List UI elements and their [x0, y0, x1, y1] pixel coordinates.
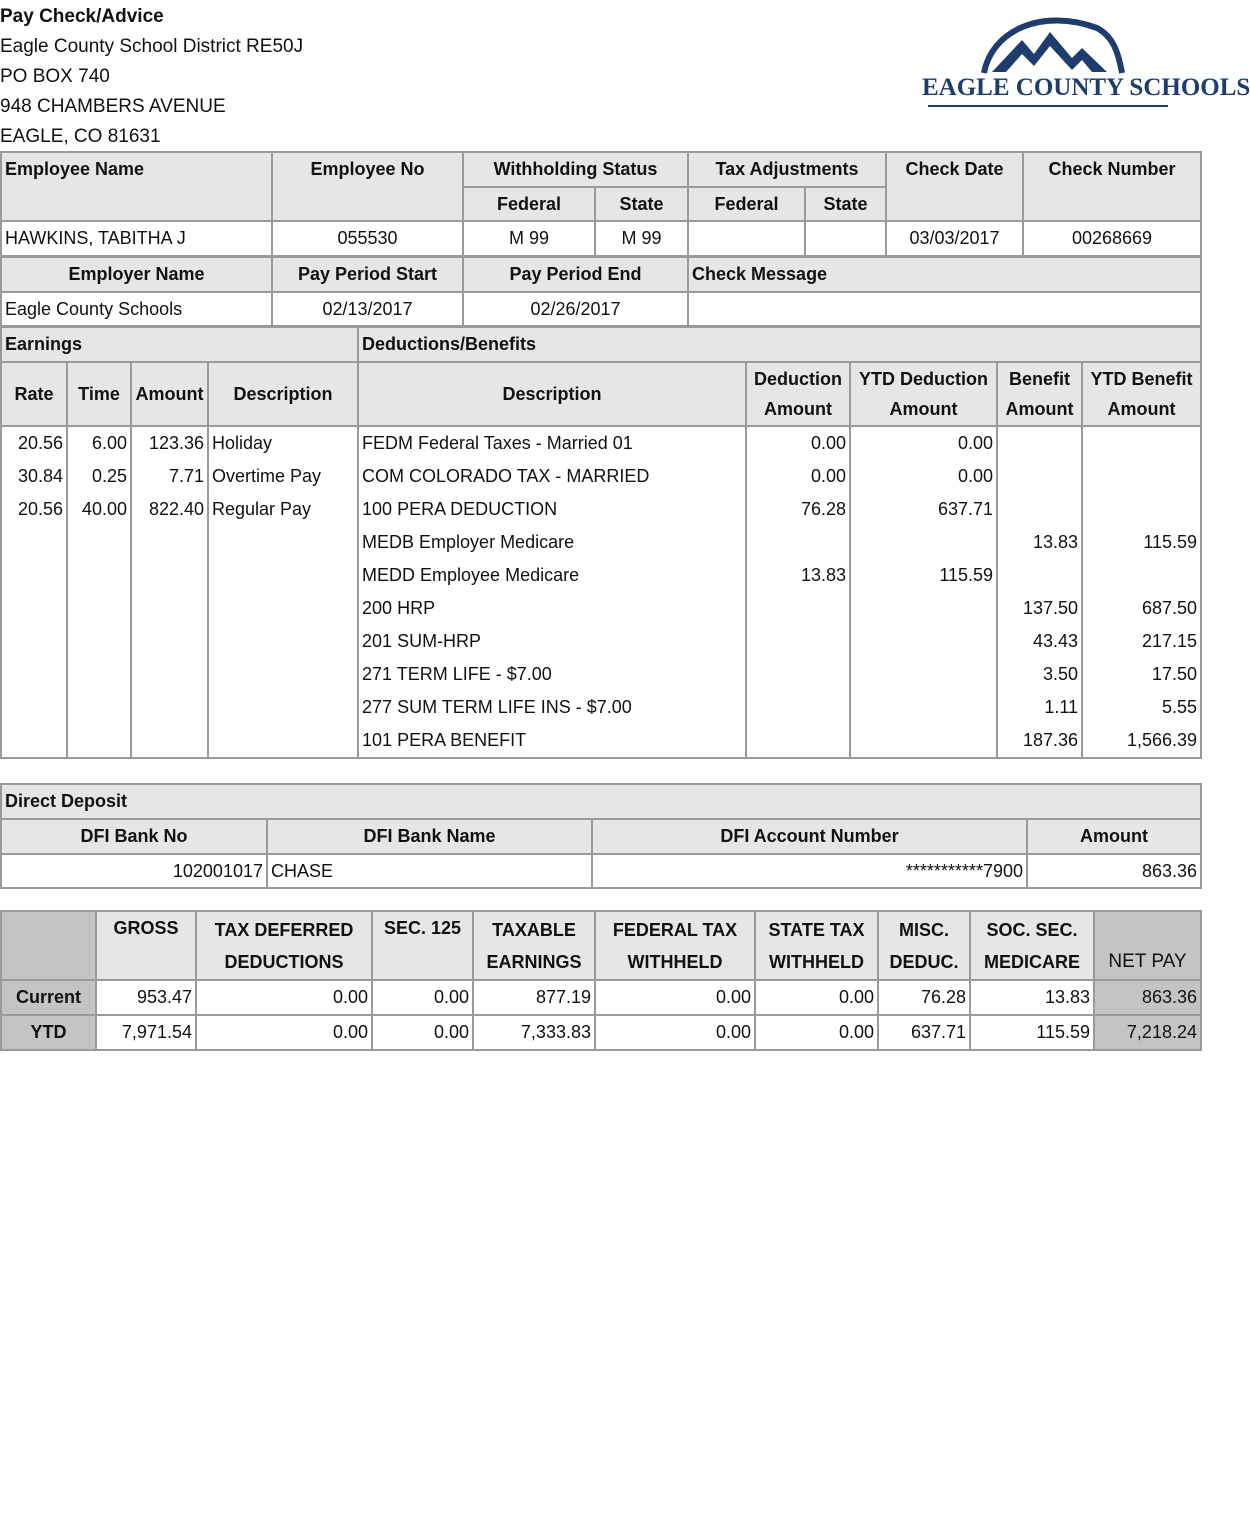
pay-summary-table: [0, 910, 1202, 1051]
check-date-header: Check Date: [886, 152, 1023, 221]
deduction-description-cell: MEDB Employer Medicare: [358, 526, 746, 559]
ytd-state-tax: 0.00: [755, 1015, 878, 1050]
earnings-rate-cell: 30.84: [1, 460, 67, 493]
deduction-benefit-cell: [997, 460, 1082, 493]
earnings-description-cell: [208, 559, 358, 592]
deduction-ytd-deduction-cell: [850, 625, 997, 658]
current-state-tax: 0.00: [755, 980, 878, 1015]
table-row: [1, 724, 1201, 758]
earnings-description-cell: [208, 724, 358, 758]
deposit-amount-header: Amount: [1027, 819, 1201, 854]
deduction-description-cell: 100 PERA DEDUCTION: [358, 493, 746, 526]
misc-deduc-header: MISC. DEDUC.: [878, 911, 970, 980]
adjustment-state-header: State: [805, 187, 886, 221]
ytd-tax-deferred: 0.00: [196, 1015, 372, 1050]
check-date-value: 03/03/2017: [886, 221, 1023, 256]
dfi-account-number-header: DFI Account Number: [592, 819, 1027, 854]
earnings-time-cell: [67, 724, 131, 758]
earnings-time-cell: 40.00: [67, 493, 131, 526]
withholding-state-value: M 99: [595, 221, 688, 256]
earnings-rate-cell: [1, 592, 67, 625]
table-row: [1, 493, 1201, 526]
po-box: PO BOX 740: [0, 66, 110, 87]
earnings-time-cell: [67, 691, 131, 724]
ytd-soc-sec: 115.59: [970, 1015, 1094, 1050]
current-tax-deferred: 0.00: [196, 980, 372, 1015]
earnings-rate-cell: [1, 526, 67, 559]
deduction-benefit-cell: 137.50: [997, 592, 1082, 625]
earnings-rate-cell: [1, 691, 67, 724]
check-message-value: [688, 292, 1201, 326]
ytd-sec125: 0.00: [372, 1015, 473, 1050]
earnings-amount-cell: 123.36: [131, 426, 208, 460]
tax-deferred-header: TAX DEFERRED DEDUCTIONS: [196, 911, 372, 980]
table-row: [1, 592, 1201, 625]
eagle-county-schools-logo: [922, 10, 1250, 110]
deduction-ytd-benefit-cell: 1,566.39: [1082, 724, 1201, 758]
earnings-amount-cell: [131, 559, 208, 592]
pay-period-start-header: Pay Period Start: [272, 257, 463, 292]
deduction-benefit-cell: [997, 426, 1082, 460]
earnings-deductions-section: [0, 326, 1200, 759]
gross-header: GROSS: [96, 911, 196, 980]
adjustment-state-value: [805, 221, 886, 256]
withholding-state-header: State: [595, 187, 688, 221]
deduction-description-cell: COM COLORADO TAX - MARRIED: [358, 460, 746, 493]
ytd-deduction-amount-header: YTD Deduction Amount: [850, 362, 997, 426]
pay-period-start-value: 02/13/2017: [272, 292, 463, 326]
earnings-rate-cell: 20.56: [1, 493, 67, 526]
deduction-ytd-benefit-cell: [1082, 493, 1201, 526]
earnings-description-cell: Holiday: [208, 426, 358, 460]
earnings-time-cell: 6.00: [67, 426, 131, 460]
deduction-ytd-deduction-cell: [850, 658, 997, 691]
mountain-icon: [922, 10, 1172, 80]
pay-summary-section: [0, 910, 1200, 1051]
sec125-header: SEC. 125: [372, 911, 473, 980]
employee-name-value: HAWKINS, TABITHA J: [1, 221, 272, 256]
check-number-value: 00268669: [1023, 221, 1201, 256]
earnings-time-cell: [67, 625, 131, 658]
deduction-description-cell: MEDD Employee Medicare: [358, 559, 746, 592]
deduction-description-cell: 277 SUM TERM LIFE INS - $7.00: [358, 691, 746, 724]
withholding-status-header: Withholding Status: [463, 152, 688, 187]
earnings-rate-cell: 20.56: [1, 426, 67, 460]
direct-deposit-table: [0, 783, 1202, 889]
tax-adjustments-header: Tax Adjustments: [688, 152, 886, 187]
earnings-time-cell: [67, 559, 131, 592]
taxable-earnings-header: TAXABLE EARNINGS: [473, 911, 595, 980]
federal-tax-header: FEDERAL TAX WITHHELD: [595, 911, 755, 980]
summary-corner: [1, 911, 96, 980]
earnings-time-cell: [67, 592, 131, 625]
earnings-amount-cell: [131, 658, 208, 691]
withholding-federal-header: Federal: [463, 187, 595, 221]
earnings-description-header: Description: [208, 362, 358, 426]
deduction-ytd-benefit-cell: 687.50: [1082, 592, 1201, 625]
earnings-amount-cell: 7.71: [131, 460, 208, 493]
deduction-description-cell: 201 SUM-HRP: [358, 625, 746, 658]
current-label: Current: [1, 980, 96, 1015]
earnings-description-cell: [208, 625, 358, 658]
deduction-deduction-cell: [746, 592, 850, 625]
earnings-description-cell: [208, 592, 358, 625]
deduction-benefit-cell: 3.50: [997, 658, 1082, 691]
earnings-amount-cell: 822.40: [131, 493, 208, 526]
deposit-amount-value: 863.36: [1027, 854, 1201, 888]
current-net-pay: 863.36: [1094, 980, 1201, 1015]
table-row: [1, 559, 1201, 592]
ytd-taxable: 7,333.83: [473, 1015, 595, 1050]
deduction-ytd-deduction-cell: 637.71: [850, 493, 997, 526]
company-address: [0, 2, 303, 152]
current-sec125: 0.00: [372, 980, 473, 1015]
deduction-ytd-benefit-cell: [1082, 460, 1201, 493]
deduction-deduction-cell: 13.83: [746, 559, 850, 592]
current-federal-tax: 0.00: [595, 980, 755, 1015]
deduction-ytd-deduction-cell: 0.00: [850, 426, 997, 460]
deduction-benefit-cell: 13.83: [997, 526, 1082, 559]
time-header: Time: [67, 362, 131, 426]
deduction-benefit-cell: 43.43: [997, 625, 1082, 658]
deduction-ytd-benefit-cell: [1082, 426, 1201, 460]
dfi-bank-name-header: DFI Bank Name: [267, 819, 592, 854]
summary-current-row: [1, 980, 1201, 1015]
deduction-deduction-cell: 0.00: [746, 460, 850, 493]
ytd-net-pay: 7,218.24: [1094, 1015, 1201, 1050]
earnings-rate-cell: [1, 559, 67, 592]
dfi-bank-no-header: DFI Bank No: [1, 819, 267, 854]
direct-deposit-section: [0, 783, 1200, 889]
earnings-amount-cell: [131, 691, 208, 724]
deduction-deduction-cell: 0.00: [746, 426, 850, 460]
ytd-label: YTD: [1, 1015, 96, 1050]
earnings-amount-cell: [131, 625, 208, 658]
benefit-amount-header: Benefit Amount: [997, 362, 1082, 426]
table-row: [1, 625, 1201, 658]
deduction-ytd-benefit-cell: 217.15: [1082, 625, 1201, 658]
earnings-rate-cell: [1, 625, 67, 658]
withholding-federal-value: M 99: [463, 221, 595, 256]
deductions-title: Deductions/Benefits: [358, 327, 1201, 362]
deduction-deduction-cell: [746, 526, 850, 559]
earnings-amount-cell: [131, 592, 208, 625]
earnings-time-cell: [67, 526, 131, 559]
pay-period-end-value: 02/26/2017: [463, 292, 688, 326]
earnings-deductions-rows: [1, 426, 1201, 758]
deduction-deduction-cell: [746, 625, 850, 658]
earnings-description-cell: [208, 526, 358, 559]
direct-deposit-title: Direct Deposit: [1, 784, 1201, 819]
deduction-benefit-cell: [997, 559, 1082, 592]
table-row: [1, 460, 1201, 493]
amount-header: Amount: [131, 362, 208, 426]
earnings-description-cell: Overtime Pay: [208, 460, 358, 493]
deduction-deduction-cell: [746, 691, 850, 724]
city-state-zip: EAGLE, CO 81631: [0, 126, 161, 147]
deduction-ytd-benefit-cell: 17.50: [1082, 658, 1201, 691]
check-message-header: Check Message: [688, 257, 1201, 292]
net-pay-header: NET PAY: [1094, 911, 1201, 980]
employee-no-value: 055530: [272, 221, 463, 256]
deduction-amount-header: Deduction Amount: [746, 362, 850, 426]
deduction-ytd-benefit-cell: 115.59: [1082, 526, 1201, 559]
deduction-ytd-deduction-cell: [850, 526, 997, 559]
employee-info-section: [0, 151, 1200, 257]
deduction-ytd-deduction-cell: [850, 691, 997, 724]
dfi-bank-name-value: CHASE: [267, 854, 592, 888]
employee-info-table: [0, 151, 1202, 257]
deduction-ytd-benefit-cell: 5.55: [1082, 691, 1201, 724]
table-row: [1, 526, 1201, 559]
earnings-description-cell: Regular Pay: [208, 493, 358, 526]
earnings-description-cell: [208, 691, 358, 724]
ytd-federal-tax: 0.00: [595, 1015, 755, 1050]
deduction-description-cell: FEDM Federal Taxes - Married 01: [358, 426, 746, 460]
deduction-deduction-cell: [746, 724, 850, 758]
adjustment-federal-value: [688, 221, 805, 256]
earnings-rate-cell: [1, 658, 67, 691]
earnings-time-cell: [67, 658, 131, 691]
street-address: 948 CHAMBERS AVENUE: [0, 96, 226, 117]
deduction-description-cell: 101 PERA BENEFIT: [358, 724, 746, 758]
earnings-rate-cell: [1, 724, 67, 758]
deduction-description-cell: 200 HRP: [358, 592, 746, 625]
deduction-ytd-deduction-cell: 0.00: [850, 460, 997, 493]
state-tax-header: STATE TAX WITHHELD: [755, 911, 878, 980]
table-row: [1, 658, 1201, 691]
employer-name-value: Eagle County Schools: [1, 292, 272, 326]
deduction-ytd-deduction-cell: 115.59: [850, 559, 997, 592]
current-misc-deduc: 76.28: [878, 980, 970, 1015]
pay-period-end-header: Pay Period End: [463, 257, 688, 292]
table-row: [1, 691, 1201, 724]
adjustment-federal-header: Federal: [688, 187, 805, 221]
earnings-title: Earnings: [1, 327, 358, 362]
logo-wordmark: EAGLE COUNTY SCHOOLS: [922, 74, 1250, 101]
employee-name-header: Employee Name: [1, 152, 272, 221]
deduction-deduction-cell: [746, 658, 850, 691]
earnings-amount-cell: [131, 526, 208, 559]
current-gross: 953.47: [96, 980, 196, 1015]
deduction-ytd-deduction-cell: [850, 592, 997, 625]
deduction-deduction-cell: 76.28: [746, 493, 850, 526]
check-number-header: Check Number: [1023, 152, 1201, 221]
dfi-bank-no-value: 102001017: [1, 854, 267, 888]
employee-no-header: Employee No: [272, 152, 463, 221]
ytd-benefit-amount-header: YTD Benefit Amount: [1082, 362, 1201, 426]
earnings-deductions-table: [0, 326, 1202, 759]
earnings-time-cell: 0.25: [67, 460, 131, 493]
deduction-benefit-cell: 187.36: [997, 724, 1082, 758]
table-row: [1, 426, 1201, 460]
deduction-benefit-cell: [997, 493, 1082, 526]
earnings-amount-cell: [131, 724, 208, 758]
deduction-ytd-deduction-cell: [850, 724, 997, 758]
current-taxable: 877.19: [473, 980, 595, 1015]
employer-name-header: Employer Name: [1, 257, 272, 292]
summary-ytd-row: [1, 1015, 1201, 1050]
deduction-description-header: Description: [358, 362, 746, 426]
employer-legal-name: Eagle County School District RE50J: [0, 36, 304, 57]
pay-period-section: [0, 256, 1200, 327]
pay-period-table: [0, 256, 1202, 327]
soc-sec-medicare-header: SOC. SEC. MEDICARE: [970, 911, 1094, 980]
deduction-description-cell: 271 TERM LIFE - $7.00: [358, 658, 746, 691]
current-soc-sec: 13.83: [970, 980, 1094, 1015]
earnings-description-cell: [208, 658, 358, 691]
deduction-benefit-cell: 1.11: [997, 691, 1082, 724]
ytd-misc-deduc: 637.71: [878, 1015, 970, 1050]
rate-header: Rate: [1, 362, 67, 426]
document-title: Pay Check/Advice: [0, 6, 164, 27]
dfi-account-number-value: ***********7900: [592, 854, 1027, 888]
logo-underline: [928, 105, 1168, 107]
deduction-ytd-benefit-cell: [1082, 559, 1201, 592]
ytd-gross: 7,971.54: [96, 1015, 196, 1050]
